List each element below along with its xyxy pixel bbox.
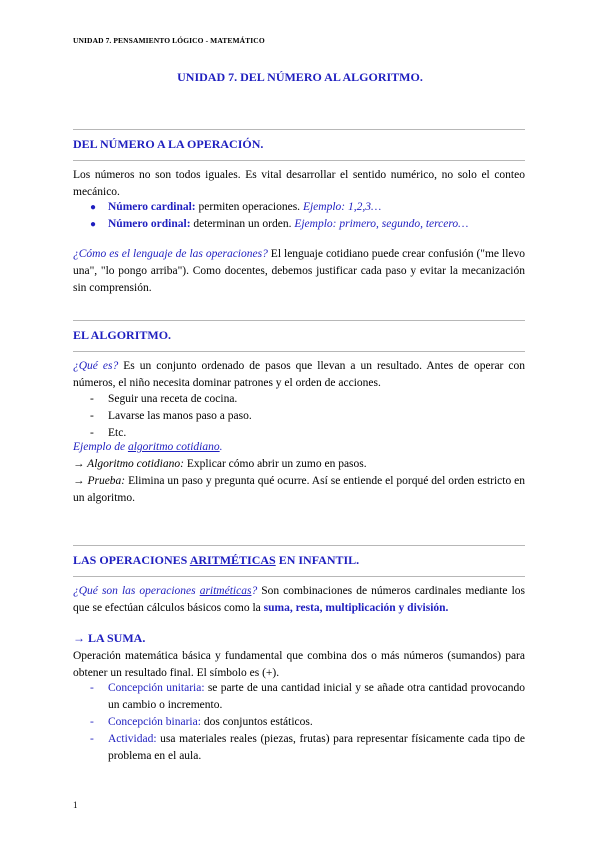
divider xyxy=(73,545,525,546)
divider xyxy=(73,576,525,577)
subheading-sum: → LA SUMA. xyxy=(73,631,146,645)
sum-definition: Operación matemática básica y fundamental que combina dos o más números (sumandos) para obtener un resultado final. El símbolo es (+). xyxy=(73,650,525,679)
arithmetic-heading-link[interactable]: ARITMÉTICAS xyxy=(189,553,276,567)
divider xyxy=(73,320,525,321)
section2-example-line: Ejemplo de algoritmo cotidiano. xyxy=(73,441,223,453)
bullet-icon: ● xyxy=(90,219,97,230)
divider xyxy=(73,129,525,130)
list-item: - Lavarse las manos paso a paso. xyxy=(90,410,252,422)
list-item: - Seguir una receta de cocina. xyxy=(90,393,238,405)
section-heading-number-to-operation: DEL NÚMERO A LA OPERACIÓN. xyxy=(73,137,264,151)
section2-arrow2: → Prueba: Elimina un paso y pregunta qué ocurre. Así se entiende el porqué del orden estricto en un algoritmo. xyxy=(73,475,525,504)
list-item: - Concepción unitaria: se parte de una cantidad inicial y se añade otra cantidad provocando un cambio o incremento. xyxy=(90,682,525,711)
document-title: UNIDAD 7. DEL NÚMERO AL ALGORITMO. xyxy=(177,70,423,84)
section2-definition: ¿Qué es? Es un conjunto ordenado de pasos que llevan a un resultado. Antes de operar con números, el niño necesita dominar patrones y el orden de acciones. xyxy=(73,360,525,389)
divider xyxy=(73,160,525,161)
section2-arrow1: → Algoritmo cotidiano: Explicar cómo abrir un zumo en pasos. xyxy=(73,458,367,470)
list-item: - Concepción binaria: dos conjuntos estáticos. xyxy=(90,716,313,728)
list-item: ● Número ordinal: determinan un orden. Ejemplo: primero, segundo, tercero… xyxy=(73,216,525,233)
bullet-icon: ● xyxy=(90,202,97,213)
algorithm-example-link[interactable]: algoritmo cotidiano xyxy=(127,441,220,453)
divider xyxy=(73,351,525,352)
section-heading-algorithm: EL ALGORITMO. xyxy=(73,328,172,342)
page-number: 1 xyxy=(73,800,78,810)
sum-list xyxy=(73,680,525,765)
section1-intro: Los números no son todos iguales. Es vital desarrollar el sentido numérico, no solo el conteo mecánico. xyxy=(73,169,525,198)
section3-definition: ¿Qué son las operaciones aritméticas? Son combinaciones de números cardinales mediante los que se efectúan cálculos básicos como la suma, resta, multiplicación y división. xyxy=(73,585,525,614)
list-item: - Etc. xyxy=(90,427,127,439)
list-item: - Actividad: usa materiales reales (piezas, frutas) para representar físicamente cada tipo de problema en el aula. xyxy=(90,733,525,762)
running-header: UNIDAD 7. PENSAMIENTO LÓGICO - MATEMÁTICO xyxy=(73,36,265,45)
section-heading-arithmetic-operations: LAS OPERACIONES ARITMÉTICAS EN INFANTIL. xyxy=(73,553,360,567)
section2-examples-list xyxy=(73,391,525,442)
list-item: ● Número cardinal: permiten operaciones. Ejemplo: 1,2,3… xyxy=(73,199,525,216)
section1-question-paragraph: ¿Cómo es el lenguaje de las operaciones? El lenguaje cotidiano puede crear confusión ("me llevo una", "lo pongo arriba"). Como docentes, debemos justificar cada paso y evitar la mecanización sin comprensión. xyxy=(73,248,525,294)
section1-bullets xyxy=(73,199,525,233)
arithmetic-question-link[interactable]: aritméticas xyxy=(199,585,252,597)
